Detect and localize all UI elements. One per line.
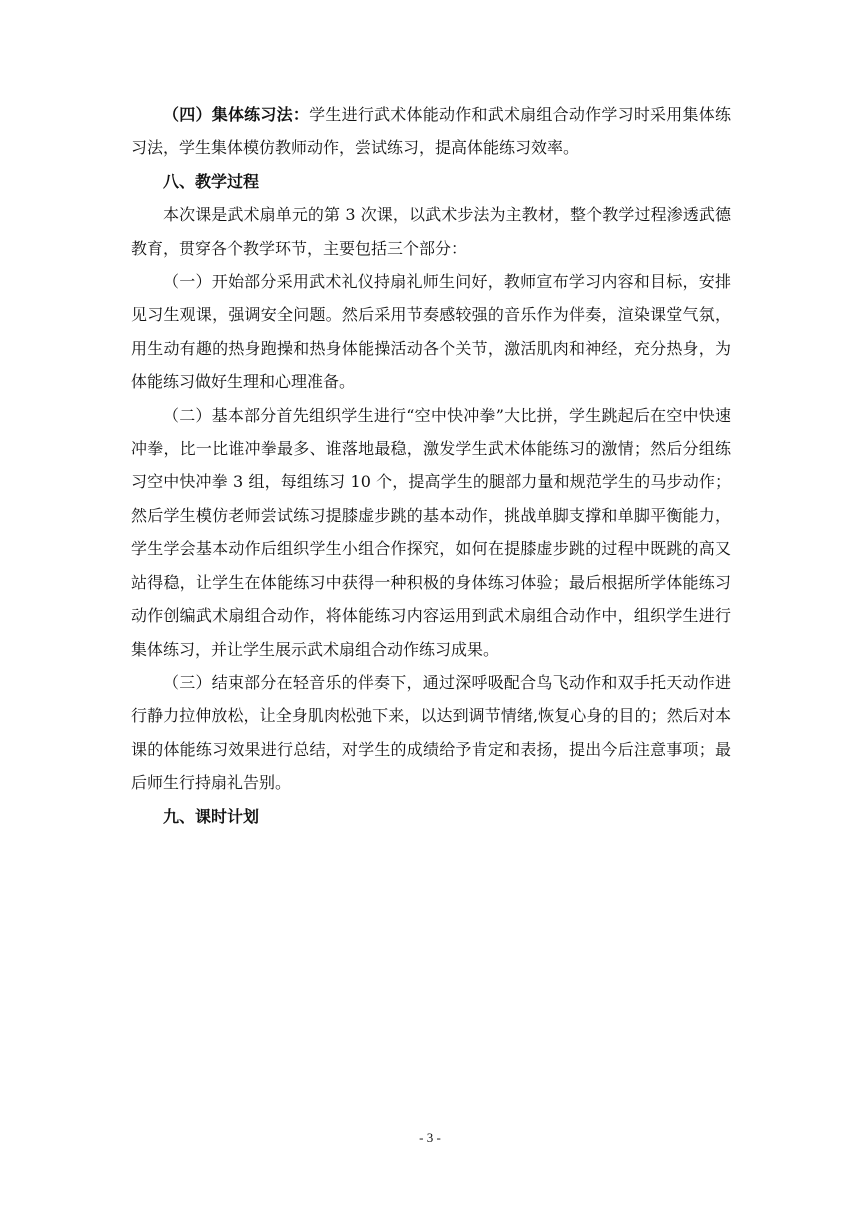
document-body bbox=[131, 98, 731, 833]
paragraph-method-four bbox=[131, 98, 731, 165]
page-number: - 3 - bbox=[419, 1130, 441, 1145]
paragraph-label: （四）集体练习法： bbox=[163, 105, 310, 124]
section-heading-teaching-process: 八、教学过程 bbox=[163, 171, 260, 191]
paragraph-text: 学生进行武术体能动作和武术扇组合动作学习时采用集体练习法，学生集体模仿教师动作，尝试练习，提高体能练习效率。 bbox=[131, 105, 731, 158]
paragraph-part-three: （三）结束部分在轻音乐的伴奏下，通过深呼吸配合鸟飞动作和双手托天动作进行静力拉伸放松，让全身肌肉松弛下来，以达到调节情绪,恢复心身的目的；然后对本课的体能练习效果进行总结，对学生的成绩给予肯定和表扬，提出今后注意事项；最后师生行持扇礼告别。 bbox=[131, 672, 731, 793]
paragraph-part-one: （一）开始部分采用武术礼仪持扇礼师生问好，教师宣布学习内容和目标，安排见习生观课，强调安全问题。然后采用节奏感较强的音乐作为伴奏，渲染课堂气氛，用生动有趣的热身跑操和热身体能操活动各个关节，激活肌肉和神经，充分热身，为体能练习做好生理和心理准备。 bbox=[131, 272, 731, 392]
paragraph-part-two: （二）基本部分首先组织学生进行“空中快冲拳”大比拼，学生跳起后在空中快速冲拳，比一比谁冲拳最多、谁落地最稳，激发学生武术体能练习的激情；然后分组练习空中快冲拳 3 组，每组练习 10 个，提高学生的腿部力量和规范学生的马步动作；然后学生模仿老师尝试练习提膝虚步跳的基本动作，挑战单脚支撑和单脚平衡能力，学生学会基本动作后组织学生小组合作探究，如何在提膝虚步跳的过程中既跳的高又站得稳，让学生在体能练习中获得一种积极的身体练习体验；最后根据所学体能练习动作创编武术扇组合动作，将体能练习内容运用到武术扇组合动作中，组织学生进行集体练习，并让学生展示武术扇组合动作练习成果。 bbox=[131, 405, 731, 659]
paragraph-intro: 本次课是武术扇单元的第 3 次课，以武术步法为主教材，整个教学过程渗透武德教育，贯穿各个教学环节，主要包括三个部分： bbox=[131, 205, 731, 258]
section-heading-lesson-plan: 九、课时计划 bbox=[163, 806, 260, 826]
